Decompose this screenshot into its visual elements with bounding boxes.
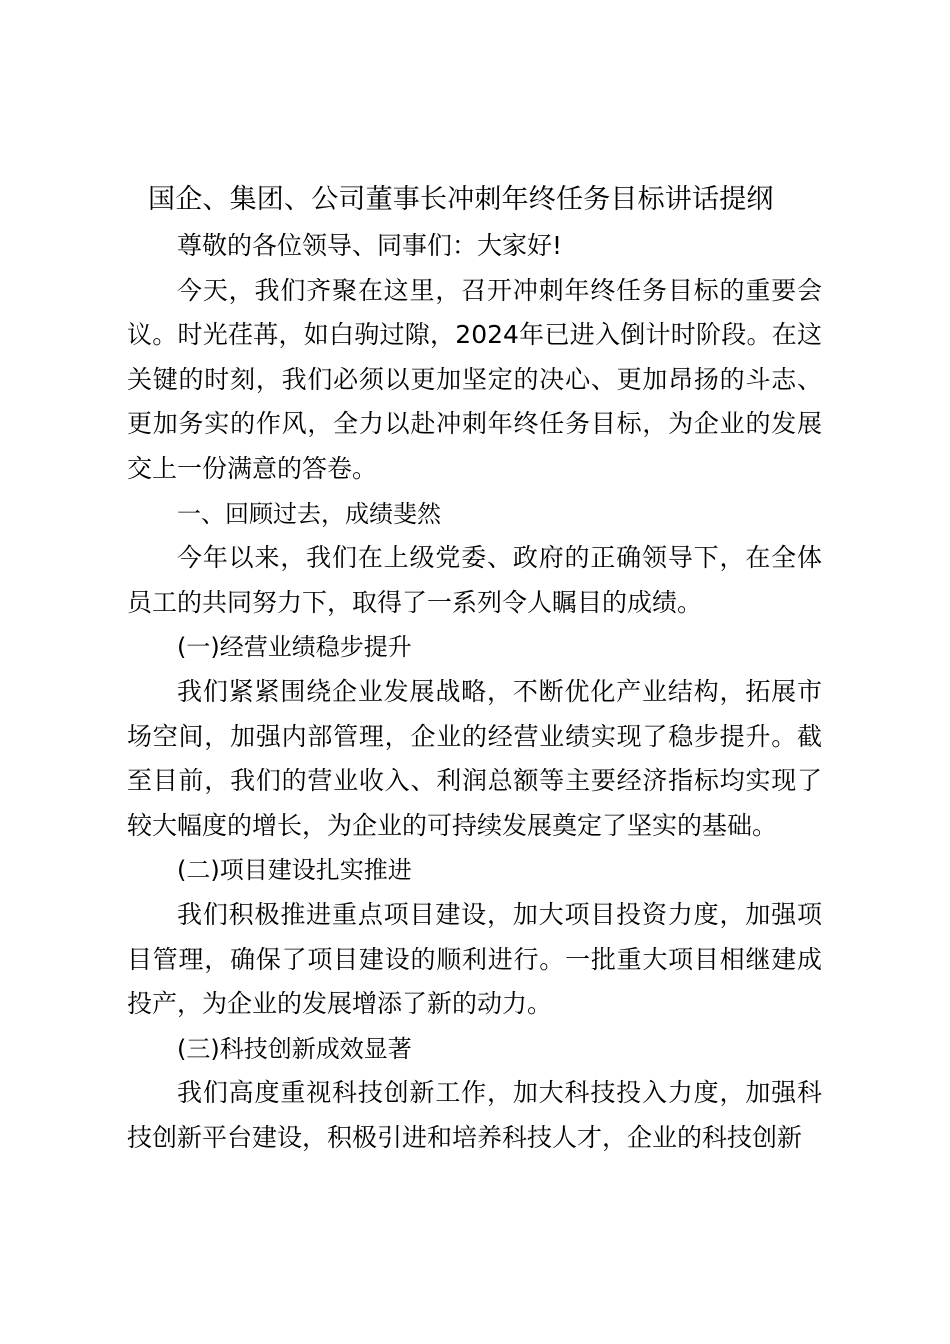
subsection-3-paragraph: 我们高度重视科技创新工作，加大科技投入力度，加强科技创新平台建设，积极引进和培养科技人才，企业的科技创新 xyxy=(127,1078,822,1152)
subsection-1-heading: (一)经营业绩稳步提升 xyxy=(177,633,412,662)
subsection-1-paragraph: 我们紧紧围绕企业发展战略，不断优化产业结构，拓展市场空间，加强内部管理，企业的经营业绩实现了稳步提升。截至目前，我们的营业收入、利润总额等主要经济指标均实现了较大幅度的增长，为企业的可持续发展奠定了坚实的基础。 xyxy=(127,676,822,840)
section-1-heading: 一、回顾过去，成绩斐然 xyxy=(177,499,441,528)
greeting: 尊敬的各位领导、同事们：大家好! xyxy=(177,231,563,260)
section-1-paragraph: 今年以来，我们在上级党委、政府的正确领导下，在全体员工的共同努力下，取得了一系列令人瞩目的成绩。 xyxy=(127,543,822,617)
document-body xyxy=(127,224,822,1160)
subsection-2-paragraph: 我们积极推进重点项目建设，加大项目投资力度，加强项目管理，确保了项目建设的顺利进行。一批重大项目相继建成投产，为企业的发展增添了新的动力。 xyxy=(127,899,822,1019)
document-title: 国企、集团、公司董事长冲刺年终任务目标讲话提纲 xyxy=(148,184,774,215)
subsection-2-heading: (二)项目建设扎实推进 xyxy=(177,856,412,885)
subsection-3-heading: (三)科技创新成效显著 xyxy=(177,1034,412,1063)
intro-paragraph: 今天，我们齐聚在这里，召开冲刺年终任务目标的重要会议。时光荏苒，如白驹过隙，2024年已进入倒计时阶段。在这关键的时刻，我们必须以更加坚定的决心、更加昂扬的斗志、更加务实的作风，全力以赴冲刺年终任务目标，为企业的发展交上一份满意的答卷。 xyxy=(127,275,822,483)
